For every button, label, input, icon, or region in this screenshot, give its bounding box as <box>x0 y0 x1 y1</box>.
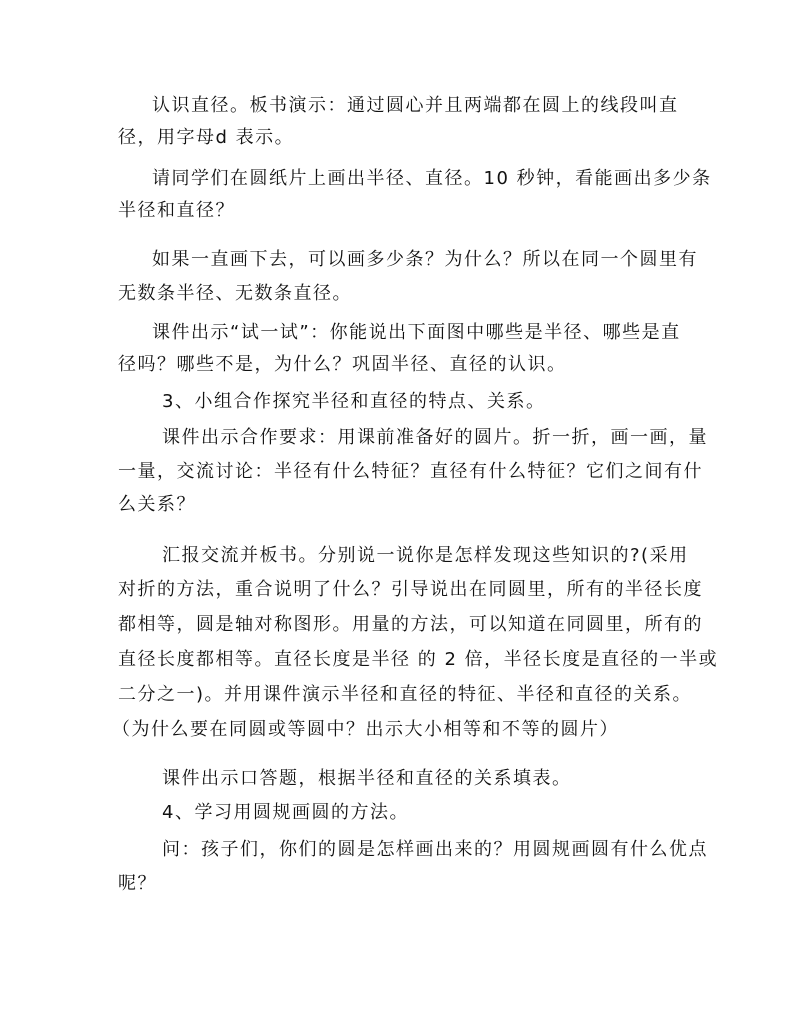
paragraph-line: 么关系？ <box>118 494 196 515</box>
paragraph-line: 如果一直画下去，可以画多少条？为什么？所以在同一个圆里有 <box>152 249 698 270</box>
paragraph-line: 请同学们在圆纸片上画出半径、直径。10 秒钟，看能画出多少条 <box>152 168 712 189</box>
paragraph-line: 径吗？哪些不是，为什么？巩固半径、直径的认识。 <box>118 354 567 375</box>
paragraph-line: 径，用字母d 表示。 <box>118 127 295 148</box>
paragraph-line: （为什么要在同圆或等圆中？出示大小相等和不等的圆片） <box>112 719 619 740</box>
paragraph-line: 一量，交流讨论：半径有什么特征？直径有什么特征？它们之间有什 <box>118 461 703 482</box>
paragraph-line: 课件出示“试一试”：你能说出下面图中哪些是半径、哪些是直 <box>152 322 681 343</box>
paragraph-line: 呢？ <box>118 873 157 894</box>
paragraph-line: 课件出示合作要求：用课前准备好的圆片。折一折，画一画，量 <box>162 427 708 448</box>
paragraph-line: 对折的方法，重合说明了什么？引导说出在同圆里，所有的半径长度 <box>118 579 703 600</box>
paragraph-line: 问：孩子们，你们的圆是怎样画出来的？用圆规画圆有什么优点 <box>162 839 708 860</box>
paragraph-line: 无数条半径、无数条直径。 <box>118 283 352 304</box>
paragraph-line: 都相等，圆是轴对称图形。用量的方法，可以知道在同圆里，所有的 <box>118 614 703 635</box>
paragraph-line: 认识直径。板书演示：通过圆心并且两端都在圆上的线段叫直 <box>152 95 679 116</box>
paragraph-line: 半径和直径？ <box>118 200 235 221</box>
section-heading-3: 3、小组合作探究半径和直径的特点、关系。 <box>162 391 546 412</box>
paragraph-line: 汇报交流并板书。分别说一说你是怎样发现这些知识的?(采用 <box>162 545 689 566</box>
paragraph-line: 课件出示口答题，根据半径和直径的关系填表。 <box>162 768 572 789</box>
paragraph-line: 二分之一)。并用课件演示半径和直径的特征、半径和直径的关系。 <box>118 684 693 705</box>
paragraph-line: 直径长度都相等。直径长度是半径 的 2 倍，半径长度是直径的一半或 <box>118 649 719 670</box>
section-heading-4: 4、学习用圆规画圆的方法。 <box>162 802 409 823</box>
